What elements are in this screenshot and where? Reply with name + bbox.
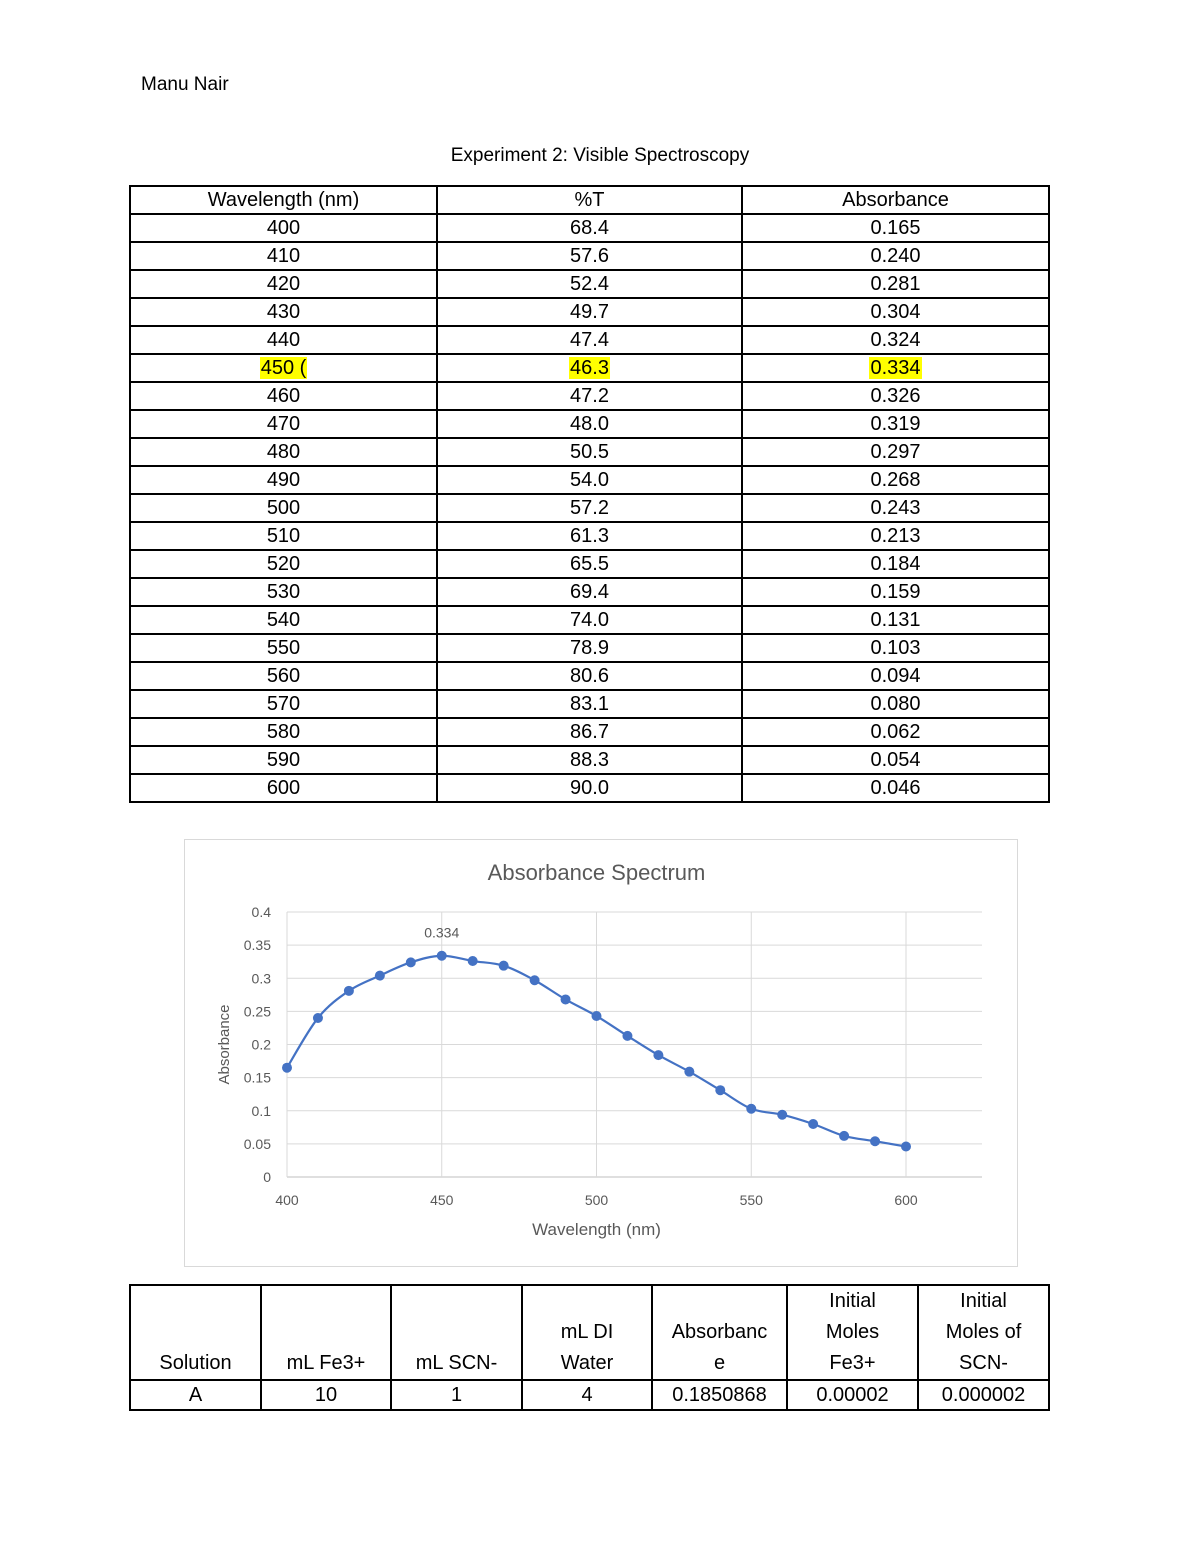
- cell-absorbance: 0.304: [742, 298, 1049, 326]
- table-row: [130, 578, 1049, 606]
- header-percent-t: %T: [437, 186, 742, 214]
- solution-cell: 0.000002: [918, 1380, 1049, 1410]
- cell-percent-t: 69.4: [437, 578, 742, 606]
- y-tick-label: 0: [263, 1169, 271, 1185]
- data-point: [715, 1085, 725, 1095]
- y-tick-label: 0.05: [243, 1135, 271, 1152]
- solution-header-cell: Initial Moles of SCN-: [918, 1285, 1049, 1380]
- table-row: [130, 634, 1049, 662]
- cell-wavelength: 570: [130, 690, 437, 718]
- cell-percent-t: 61.3: [437, 522, 742, 550]
- cell-absorbance: 0.054: [742, 746, 1049, 774]
- data-point: [777, 1110, 787, 1120]
- cell-percent-t: 52.4: [437, 270, 742, 298]
- cell-absorbance: 0.297: [742, 438, 1049, 466]
- table-row: [130, 522, 1049, 550]
- table-row: [130, 466, 1049, 494]
- cell-wavelength: 520: [130, 550, 437, 578]
- x-tick-label: 400: [275, 1192, 299, 1208]
- highlighted-value: 0.334: [870, 357, 921, 379]
- table-row: [130, 774, 1049, 802]
- cell-absorbance: 0.103: [742, 634, 1049, 662]
- cell-wavelength: 530: [130, 578, 437, 606]
- cell-absorbance: 0.046: [742, 774, 1049, 802]
- absorbance-chart-svg: [185, 840, 1017, 1266]
- y-tick-label: 0.25: [243, 1003, 271, 1020]
- y-tick-label: 0.15: [243, 1069, 271, 1086]
- solution-cell: 0.1850868: [652, 1380, 787, 1410]
- table-row: [130, 270, 1049, 298]
- x-tick-label: 500: [584, 1192, 609, 1208]
- solution-header-cell: Initial Moles Fe3+: [787, 1285, 918, 1380]
- cell-wavelength: 460: [130, 382, 437, 410]
- cell-percent-t: 47.2: [437, 382, 742, 410]
- solution-header-cell: mL Fe3+: [261, 1285, 391, 1380]
- data-point: [592, 1011, 602, 1021]
- solution-cell: A: [130, 1380, 261, 1410]
- cell-wavelength: 510: [130, 522, 437, 550]
- cell-wavelength: 600: [130, 774, 437, 802]
- cell-absorbance: 0.184: [742, 550, 1049, 578]
- table-row: [130, 494, 1049, 522]
- table-row: [130, 354, 1049, 382]
- y-tick-label: 0.4: [251, 904, 271, 920]
- table-row: [130, 382, 1049, 410]
- cell-wavelength: 470: [130, 410, 437, 438]
- cell-wavelength: 550: [130, 634, 437, 662]
- table-row: [130, 746, 1049, 774]
- data-point: [839, 1131, 849, 1141]
- data-point: [561, 994, 571, 1004]
- cell-absorbance: 0.243: [742, 494, 1049, 522]
- cell-wavelength: 540: [130, 606, 437, 634]
- cell-absorbance: 0.080: [742, 690, 1049, 718]
- document-title: Experiment 2: Visible Spectroscopy: [450, 145, 750, 166]
- cell-absorbance: 0.324: [742, 326, 1049, 354]
- cell-percent-t: 80.6: [437, 662, 742, 690]
- data-point: [375, 971, 385, 981]
- cell-percent-t: 74.0: [437, 606, 742, 634]
- table-row: [130, 606, 1049, 634]
- cell-wavelength: 410: [130, 242, 437, 270]
- data-point: [622, 1031, 632, 1041]
- cell-percent-t: 78.9: [437, 634, 742, 662]
- solution-cell: 0.00002: [787, 1380, 918, 1410]
- data-label: 0.334: [424, 924, 460, 941]
- cell-wavelength: 580: [130, 718, 437, 746]
- header-absorbance: Absorbance: [742, 186, 1049, 214]
- data-point: [746, 1104, 756, 1114]
- cell-wavelength: 490: [130, 466, 437, 494]
- data-point: [499, 961, 509, 971]
- cell-percent-t: 88.3: [437, 746, 742, 774]
- data-point: [684, 1067, 694, 1077]
- cell-percent-t: 48.0: [437, 410, 742, 438]
- y-tick-label: 0.3: [251, 970, 271, 987]
- highlighted-value: 450 (: [260, 357, 307, 379]
- data-point: [344, 986, 354, 996]
- cell-percent-t: 54.0: [437, 466, 742, 494]
- x-tick-label: 550: [739, 1192, 763, 1208]
- x-axis-label: Wavelength (nm): [532, 1220, 661, 1239]
- cell-percent-t: 68.4: [437, 214, 742, 242]
- absorbance-chart: [184, 839, 1018, 1267]
- data-point: [437, 951, 447, 961]
- cell-absorbance: 0.062: [742, 718, 1049, 746]
- y-tick-label: 0.2: [251, 1036, 271, 1053]
- chart-title: Absorbance Spectrum: [487, 860, 706, 885]
- cell-wavelength: 420: [130, 270, 437, 298]
- cell-absorbance: 0.165: [742, 214, 1049, 242]
- cell-wavelength: 430: [130, 298, 437, 326]
- highlighted-value: 46.3: [570, 357, 609, 379]
- table-row: [130, 242, 1049, 270]
- data-point: [901, 1142, 911, 1152]
- solution-header-cell: mL SCN-: [391, 1285, 522, 1380]
- x-tick-label: 450: [430, 1192, 454, 1208]
- table-row: [130, 718, 1049, 746]
- cell-absorbance: 0.268: [742, 466, 1049, 494]
- x-tick-label: 600: [894, 1192, 918, 1208]
- solution-cell: 10: [261, 1380, 391, 1410]
- cell-absorbance: 0.281: [742, 270, 1049, 298]
- cell-absorbance: [742, 354, 1049, 382]
- spectrum-header-row: [130, 186, 1049, 214]
- solution-header-cell: Absorbanc e: [652, 1285, 787, 1380]
- author-name: Manu Nair: [141, 74, 229, 95]
- header-wavelength: Wavelength (nm): [130, 186, 437, 214]
- cell-absorbance: 0.131: [742, 606, 1049, 634]
- cell-absorbance: 0.159: [742, 578, 1049, 606]
- table-row: [130, 662, 1049, 690]
- cell-wavelength: 500: [130, 494, 437, 522]
- data-point: [406, 957, 416, 967]
- solution-header-cell: Solution: [130, 1285, 261, 1380]
- data-point: [808, 1119, 818, 1129]
- cell-wavelength: 590: [130, 746, 437, 774]
- data-point: [313, 1013, 323, 1023]
- data-point: [530, 975, 540, 985]
- solution-header-cell: mL DI Water: [522, 1285, 652, 1380]
- table-row: [130, 214, 1049, 242]
- solution-header-row: [130, 1285, 1049, 1380]
- cell-wavelength: [130, 354, 437, 382]
- cell-absorbance: 0.319: [742, 410, 1049, 438]
- table-row: [130, 326, 1049, 354]
- spectrum-data-table: [129, 185, 1050, 803]
- table-row: [130, 550, 1049, 578]
- table-row: [130, 438, 1049, 466]
- y-tick-label: 0.35: [243, 937, 271, 954]
- cell-percent-t: 83.1: [437, 690, 742, 718]
- cell-wavelength: 560: [130, 662, 437, 690]
- y-tick-label: 0.1: [251, 1102, 271, 1119]
- cell-percent-t: 49.7: [437, 298, 742, 326]
- cell-wavelength: 400: [130, 214, 437, 242]
- solution-row: [130, 1380, 1049, 1410]
- cell-absorbance: 0.094: [742, 662, 1049, 690]
- cell-percent-t: 57.6: [437, 242, 742, 270]
- table-row: [130, 410, 1049, 438]
- table-row: [130, 690, 1049, 718]
- data-point: [870, 1136, 880, 1146]
- cell-percent-t: [437, 354, 742, 382]
- solution-cell: 4: [522, 1380, 652, 1410]
- cell-percent-t: 57.2: [437, 494, 742, 522]
- y-axis-label: Absorbance: [216, 1004, 233, 1085]
- cell-percent-t: 65.5: [437, 550, 742, 578]
- data-point: [653, 1050, 663, 1060]
- cell-absorbance: 0.213: [742, 522, 1049, 550]
- solution-cell: 1: [391, 1380, 522, 1410]
- cell-percent-t: 50.5: [437, 438, 742, 466]
- cell-percent-t: 90.0: [437, 774, 742, 802]
- cell-absorbance: 0.326: [742, 382, 1049, 410]
- data-point: [468, 956, 478, 966]
- table-row: [130, 298, 1049, 326]
- data-point: [282, 1063, 292, 1073]
- cell-percent-t: 86.7: [437, 718, 742, 746]
- cell-absorbance: 0.240: [742, 242, 1049, 270]
- cell-wavelength: 440: [130, 326, 437, 354]
- cell-wavelength: 480: [130, 438, 437, 466]
- cell-percent-t: 47.4: [437, 326, 742, 354]
- solution-table: [129, 1284, 1050, 1411]
